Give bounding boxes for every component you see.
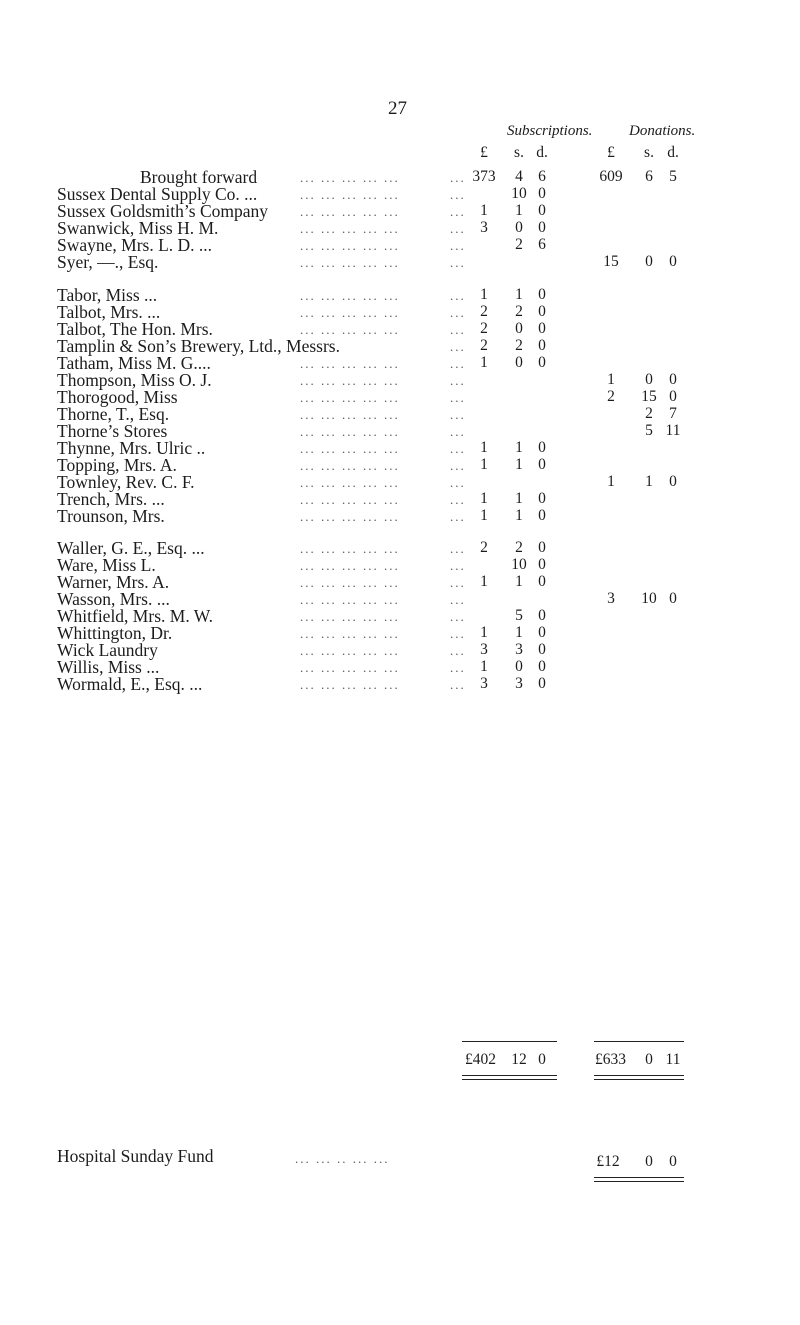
dot-leader: ... ... ... ... ... xyxy=(300,643,400,658)
subscription-pence: 0 xyxy=(538,641,546,658)
dot-leader: ... xyxy=(450,677,466,692)
subscription-pound: 1 xyxy=(480,573,488,590)
dot-leader: ... ... ... ... ... xyxy=(300,541,400,556)
entry-name: Tabor, Miss ... xyxy=(57,285,158,305)
dot-leader: ... xyxy=(450,288,466,303)
sub-pence-header: d. xyxy=(536,144,548,161)
hospital-sunday-fund-pound: £12 xyxy=(596,1153,620,1170)
subscription-pence: 0 xyxy=(538,354,546,371)
entry-name: Trench, Mrs. ... xyxy=(57,489,165,509)
subscription-pence: 0 xyxy=(538,507,546,524)
subscription-pound: 1 xyxy=(480,658,488,675)
subscription-pound: 373 xyxy=(472,168,496,185)
entry-name: Wasson, Mrs. ... xyxy=(57,589,170,609)
entry-name: Sussex Dental Supply Co. ... xyxy=(57,184,258,204)
dot-leader: ... ... ... ... ... xyxy=(300,592,400,607)
donation-shilling: 2 xyxy=(645,405,653,422)
page-number: 27 xyxy=(388,98,407,119)
subscription-pence: 0 xyxy=(538,490,546,507)
donations-header: Donations. xyxy=(629,123,696,139)
dot-leader: ... xyxy=(450,356,466,371)
subscription-shilling: 1 xyxy=(515,624,523,641)
donation-shilling: 0 xyxy=(645,253,653,270)
subscription-shilling: 0 xyxy=(515,219,523,236)
subscription-shilling: 2 xyxy=(515,303,523,320)
subscription-pence: 6 xyxy=(538,168,546,185)
dot-leader: ... xyxy=(450,255,466,270)
subscription-pence: 0 xyxy=(538,303,546,320)
entry-name: Syer, —., Esq. xyxy=(57,252,159,272)
subscription-shilling: 1 xyxy=(515,573,523,590)
dot-leader: ... xyxy=(450,424,466,439)
donations-total-rule xyxy=(594,1041,684,1042)
dot-leader: ... xyxy=(450,492,466,507)
subscriptions-total-pence: 0 xyxy=(538,1051,546,1068)
dot-leader: ... xyxy=(450,643,466,658)
donation-shilling: 6 xyxy=(645,168,653,185)
entry-name: Wormald, E., Esq. ... xyxy=(57,674,203,694)
subscription-shilling: 1 xyxy=(515,490,523,507)
entry-name: Whittington, Dr. xyxy=(57,623,173,643)
subscription-shilling: 3 xyxy=(515,675,523,692)
subscription-shilling: 1 xyxy=(515,286,523,303)
entry-name: Swayne, Mrs. L. D. ... xyxy=(57,235,213,255)
dot-leader: ... xyxy=(450,475,466,490)
subscription-pound: 3 xyxy=(480,641,488,658)
subscription-shilling: 5 xyxy=(515,607,523,624)
donation-pence: 11 xyxy=(665,422,681,439)
dot-leader: ... xyxy=(450,390,466,405)
entry-name: Townley, Rev. C. F. xyxy=(57,472,195,492)
hospital-sunday-fund-double-rule xyxy=(594,1177,684,1182)
donations-double-rule xyxy=(594,1075,684,1080)
subscription-shilling: 0 xyxy=(515,658,523,675)
entry-name: Talbot, The Hon. Mrs. xyxy=(57,319,213,339)
entry-name: Tatham, Miss M. G.... xyxy=(57,353,211,373)
dot-leader: ... xyxy=(450,238,466,253)
subscription-pence: 0 xyxy=(538,573,546,590)
subscription-pence: 0 xyxy=(538,202,546,219)
dot-leader: ... ... ... ... ... xyxy=(300,187,400,202)
entry-name: Trounson, Mrs. xyxy=(57,506,165,526)
donation-pence: 5 xyxy=(669,168,677,185)
hospital-sunday-fund-label: Hospital Sunday Fund xyxy=(57,1146,214,1166)
entry-name: Thorne, T., Esq. xyxy=(57,404,170,424)
subscription-shilling: 4 xyxy=(515,168,523,185)
dot-leader: ... xyxy=(450,187,466,202)
dot-leader: ... xyxy=(450,373,466,388)
subscription-pence: 0 xyxy=(538,219,546,236)
dot-leader: ... xyxy=(450,322,466,337)
subscription-shilling: 0 xyxy=(515,354,523,371)
subscription-pound: 1 xyxy=(480,490,488,507)
dot-leader: ... ... ... ... ... xyxy=(300,204,400,219)
entry-name: Tamplin & Son’s Brewery, Ltd., Messrs. xyxy=(57,336,340,356)
dot-leader: ... xyxy=(450,441,466,456)
subscription-pound: 1 xyxy=(480,286,488,303)
subscription-shilling: 3 xyxy=(515,641,523,658)
subscription-pound: 1 xyxy=(480,624,488,641)
donation-shilling: 10 xyxy=(641,590,657,607)
subscription-pence: 0 xyxy=(538,337,546,354)
donation-pence: 0 xyxy=(669,253,677,270)
subscription-pence: 0 xyxy=(538,539,546,556)
dot-leader: ... xyxy=(450,407,466,422)
dot-leader: ... ... ... ... ... xyxy=(300,322,400,337)
dot-leader: ... ... ... ... ... xyxy=(300,373,400,388)
subscription-pound: 3 xyxy=(480,219,488,236)
entry-name: Thorogood, Miss xyxy=(57,387,178,407)
donations-total-shilling: 0 xyxy=(645,1051,653,1068)
subscription-pence: 0 xyxy=(538,439,546,456)
subscriptions-header: Subscriptions. xyxy=(507,123,593,139)
dot-leader: ... xyxy=(450,626,466,641)
subscription-pound: 1 xyxy=(480,354,488,371)
dot-leader: ... xyxy=(450,575,466,590)
dot-leader: ... ... ... ... ... xyxy=(300,458,400,473)
dot-leader: ... ... ... ... ... xyxy=(300,356,400,371)
dot-leader: ... ... ... ... ... xyxy=(300,492,400,507)
don-pence-header: d. xyxy=(667,144,679,161)
donation-shilling: 5 xyxy=(645,422,653,439)
subscription-pence: 0 xyxy=(538,658,546,675)
subscription-pound: 3 xyxy=(480,675,488,692)
subscription-shilling: 1 xyxy=(515,456,523,473)
entry-name: Wick Laundry xyxy=(57,640,158,660)
dot-leader: ... xyxy=(450,558,466,573)
entry-name: Thompson, Miss O. J. xyxy=(57,370,212,390)
subscriptions-total-shilling: 12 xyxy=(511,1051,527,1068)
subscription-shilling: 2 xyxy=(515,337,523,354)
donation-shilling: 0 xyxy=(645,371,653,388)
subscription-pound: 1 xyxy=(480,507,488,524)
entry-name: Talbot, Mrs. ... xyxy=(57,302,161,322)
subscription-shilling: 10 xyxy=(511,185,527,202)
subscriptions-total-pound: £402 xyxy=(465,1051,496,1068)
donation-pound: 15 xyxy=(603,253,619,270)
donation-pound: 1 xyxy=(607,371,615,388)
sub-pound-header: £ xyxy=(480,144,488,161)
hospital-sunday-fund-shilling: 0 xyxy=(645,1153,653,1170)
dot-leader: ... xyxy=(450,458,466,473)
donations-total-pound: £633 xyxy=(595,1051,626,1068)
dot-leader: ... ... ... ... ... xyxy=(300,255,400,270)
dot-leader: ... ... ... ... ... xyxy=(300,390,400,405)
dot-leader: ... ... ... ... ... xyxy=(300,407,400,422)
donation-pence: 0 xyxy=(669,371,677,388)
subscription-shilling: 10 xyxy=(511,556,527,573)
subscription-shilling: 1 xyxy=(515,507,523,524)
donation-pence: 0 xyxy=(669,388,677,405)
subscription-pound: 2 xyxy=(480,303,488,320)
entry-name: Topping, Mrs. A. xyxy=(57,455,177,475)
entry-name: Warner, Mrs. A. xyxy=(57,572,170,592)
dot-leader: ... xyxy=(450,204,466,219)
donations-total-pence: 11 xyxy=(665,1051,681,1068)
dot-leader: ... ... ... ... ... xyxy=(300,475,400,490)
entry-name: Waller, G. E., Esq. ... xyxy=(57,538,205,558)
subscription-pence: 0 xyxy=(538,624,546,641)
dot-leader: ... xyxy=(450,660,466,675)
subscription-pence: 0 xyxy=(538,607,546,624)
sub-shilling-header: s. xyxy=(514,144,524,161)
dot-leader: ... xyxy=(450,221,466,236)
entry-name: Ware, Miss L. xyxy=(57,555,156,575)
subscription-shilling: 2 xyxy=(515,236,523,253)
dot-leader: ... ... ... ... ... xyxy=(300,558,400,573)
subscription-pence: 0 xyxy=(538,556,546,573)
dot-leader: ... ... ... ... ... xyxy=(300,677,400,692)
dot-leader: ... ... ... ... ... xyxy=(300,660,400,675)
dot-leader: ... ... ... ... ... xyxy=(300,288,400,303)
subscription-pence: 6 xyxy=(538,236,546,253)
subscription-pence: 0 xyxy=(538,675,546,692)
subscription-pound: 2 xyxy=(480,320,488,337)
donation-shilling: 1 xyxy=(645,473,653,490)
dot-leader: ... ... ... ... ... xyxy=(300,575,400,590)
dot-leader: ... ... ... ... ... xyxy=(300,609,400,624)
hospital-sunday-fund-pence: 0 xyxy=(669,1153,677,1170)
dot-leader: ... ... ... ... ... xyxy=(300,238,400,253)
subscription-shilling: 1 xyxy=(515,202,523,219)
dot-leader: ... ... ... ... ... xyxy=(300,424,400,439)
dot-leader: ... xyxy=(450,339,466,354)
entry-name: Brought forward xyxy=(140,167,258,187)
dot-leader: ... xyxy=(450,541,466,556)
dot-leader: ... xyxy=(450,170,466,185)
donation-pound: 1 xyxy=(607,473,615,490)
subscription-pence: 0 xyxy=(538,320,546,337)
subscriptions-total-rule xyxy=(462,1041,557,1042)
subscription-pound: 1 xyxy=(480,439,488,456)
donation-pence: 0 xyxy=(669,590,677,607)
dot-leader: ... ... ... ... ... xyxy=(300,441,400,456)
subscription-shilling: 0 xyxy=(515,320,523,337)
subscription-shilling: 1 xyxy=(515,439,523,456)
subscription-pence: 0 xyxy=(538,456,546,473)
don-shilling-header: s. xyxy=(644,144,654,161)
donation-pound: 3 xyxy=(607,590,615,607)
dot-leader: ... ... ... ... ... xyxy=(300,509,400,524)
dot-leader: ... xyxy=(450,509,466,524)
subscription-shilling: 2 xyxy=(515,539,523,556)
entry-name: Thynne, Mrs. Ulric .. xyxy=(57,438,206,458)
donation-shilling: 15 xyxy=(641,388,657,405)
subscription-pence: 0 xyxy=(538,185,546,202)
donation-pound: 2 xyxy=(607,388,615,405)
donation-pence: 0 xyxy=(669,473,677,490)
dot-leader: ... ... ... ... ... xyxy=(300,626,400,641)
entry-name: Willis, Miss ... xyxy=(57,657,160,677)
subscriptions-double-rule xyxy=(462,1075,557,1080)
entry-name: Sussex Goldsmith’s Company xyxy=(57,201,268,221)
subscription-pound: 2 xyxy=(480,539,488,556)
subscription-pence: 0 xyxy=(538,286,546,303)
entry-name: Thorne’s Stores xyxy=(57,421,168,441)
dot-leader: ... ... ... ... ... xyxy=(300,170,400,185)
hospital-sunday-fund-leader: ... ... .. ... ... xyxy=(295,1151,390,1166)
dot-leader: ... ... ... ... ... xyxy=(300,221,400,236)
dot-leader: ... xyxy=(450,609,466,624)
entry-name: Whitfield, Mrs. M. W. xyxy=(57,606,214,626)
donation-pound: 609 xyxy=(599,168,623,185)
donation-pence: 7 xyxy=(669,405,677,422)
subscription-pound: 2 xyxy=(480,337,488,354)
entry-name: Swanwick, Miss H. M. xyxy=(57,218,219,238)
dot-leader: ... xyxy=(450,305,466,320)
don-pound-header: £ xyxy=(607,144,615,161)
subscription-pound: 1 xyxy=(480,202,488,219)
dot-leader: ... xyxy=(450,592,466,607)
dot-leader: ... ... ... ... ... xyxy=(300,305,400,320)
subscription-pound: 1 xyxy=(480,456,488,473)
